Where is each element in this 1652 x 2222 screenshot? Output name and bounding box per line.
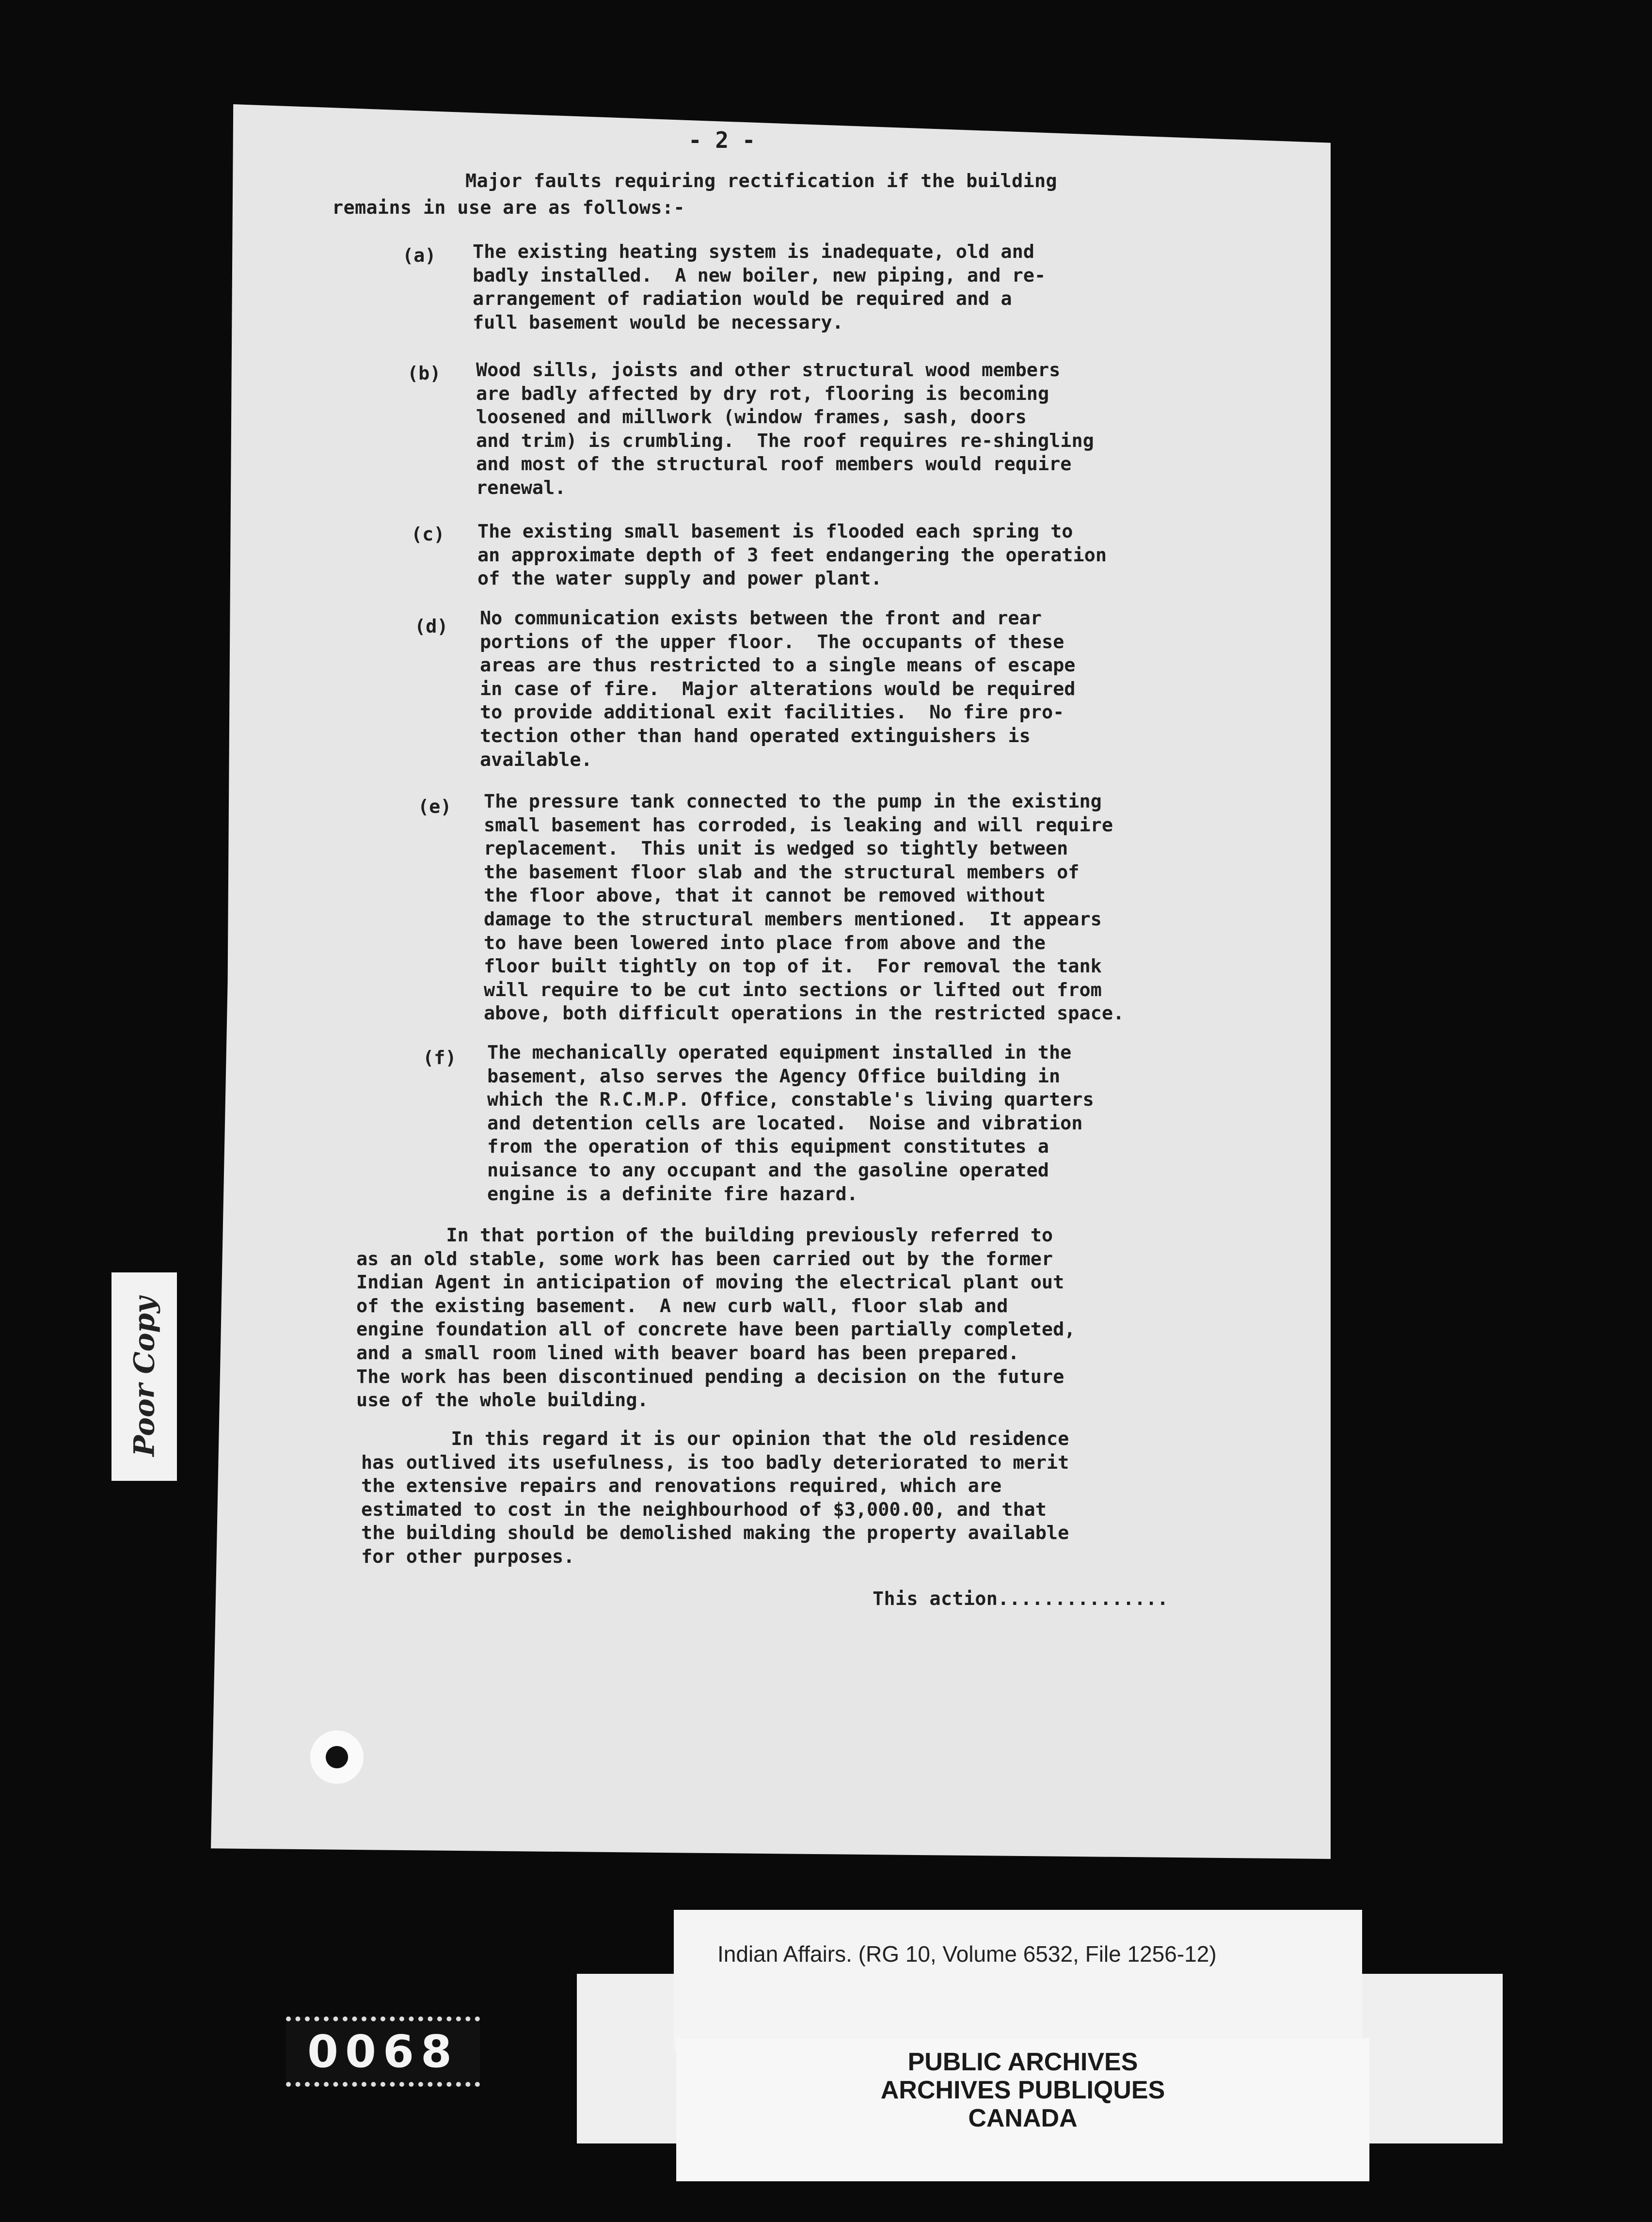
item-e-label: (e) <box>418 796 452 818</box>
archive-stamp: PUBLIC ARCHIVES ARCHIVES PUBLIQUES CANADA <box>880 2048 1165 2132</box>
page-number: - 2 - <box>688 127 756 153</box>
item-c-label: (c) <box>411 524 445 545</box>
intro-line-2: remains in use are as follows:- <box>332 197 685 219</box>
poor-copy-label: Poor Copy <box>111 1272 177 1481</box>
closing-line: This action............... <box>873 1588 1169 1610</box>
item-b-text: Wood sills, joists and other structural wood members are badly affected by dry rot, flooring is becoming loosened and millwork (window frames, sash, doors and trim) is crumbling. The roof requires re-shingling and most of the structural roof members would require renewal. <box>476 359 1094 499</box>
item-c-text: The existing small basement is flooded each spring to an approximate depth of 3 feet endangering the operation of the water supply and power plant. <box>477 521 1107 590</box>
intro-line-1: Major faults requiring rectification if the building <box>465 170 1057 192</box>
item-b-label: (b) <box>407 363 441 384</box>
item-a-text: The existing heating system is inadequate, old and badly installed. A new boiler, new piping, and re- arrangement of radiation would be required and a full basement would be necessary. <box>473 241 1046 333</box>
archive-reference-card <box>674 1910 1362 2050</box>
item-f-text: The mechanically operated equipment installed in the basement, also serves the Agency Office building in which the R.C.M.P. Office, constable's living quarters and detention cells are located. Noise and vibration from the operation of this equipment constitutes a nuisance to any occupant and the gasoline operated engine is a definite fire hazard. <box>487 1042 1094 1205</box>
frame-number: 0068 <box>286 2016 480 2087</box>
item-d-label: (d) <box>414 616 448 637</box>
item-f-label: (f) <box>423 1047 457 1069</box>
paragraph-previous-work: In that portion of the building previously referred to as an old stable, some work has been carried out by the former Indian Agent in anticipation of moving the electrical plant out of the existing basement. A new curb wall, floor slab and engine foundation all of concrete have been partially completed, and a small room lined with beaver board has been prepared. The work has been discontinued pending a decision on the future use of the whole building. <box>356 1224 1076 1412</box>
archive-reference: Indian Affairs. (RG 10, Volume 6532, File 1256-12) <box>717 1941 1217 1967</box>
item-d-text: No communication exists between the front and rear portions of the upper floor. The occupants of these areas are thus restricted to a single means of escape in case of fire. Major alterations would be required to provide additional exit facilities. No fire pro- tection other than hand operated extinguishers is available. <box>480 607 1076 771</box>
item-e-text: The pressure tank connected to the pump in the existing small basement has corroded, is leaking and will require replacement. This unit is wedged so tightly between the basement floor slab and the structural members of the floor above, that it cannot be removed without damage to the structural members mentioned. It appears to have been lowered into place from above and the floor built tightly on top of it. For removal the tank will require to be cut into sections or lifted out from above, both difficult operations in the restricted space. <box>484 791 1125 1025</box>
punch-hole <box>310 1730 364 1784</box>
item-a-label: (a) <box>402 245 436 267</box>
paragraph-opinion: In this regard it is our opinion that the old residence has outlived its usefulness, is too badly deteriorated to merit the extensive repairs and renovations required, which are estimated to cost in the neighbourhood of $3,000.00, and that the building should be demolished making the property available for other purposes. <box>361 1428 1069 1568</box>
